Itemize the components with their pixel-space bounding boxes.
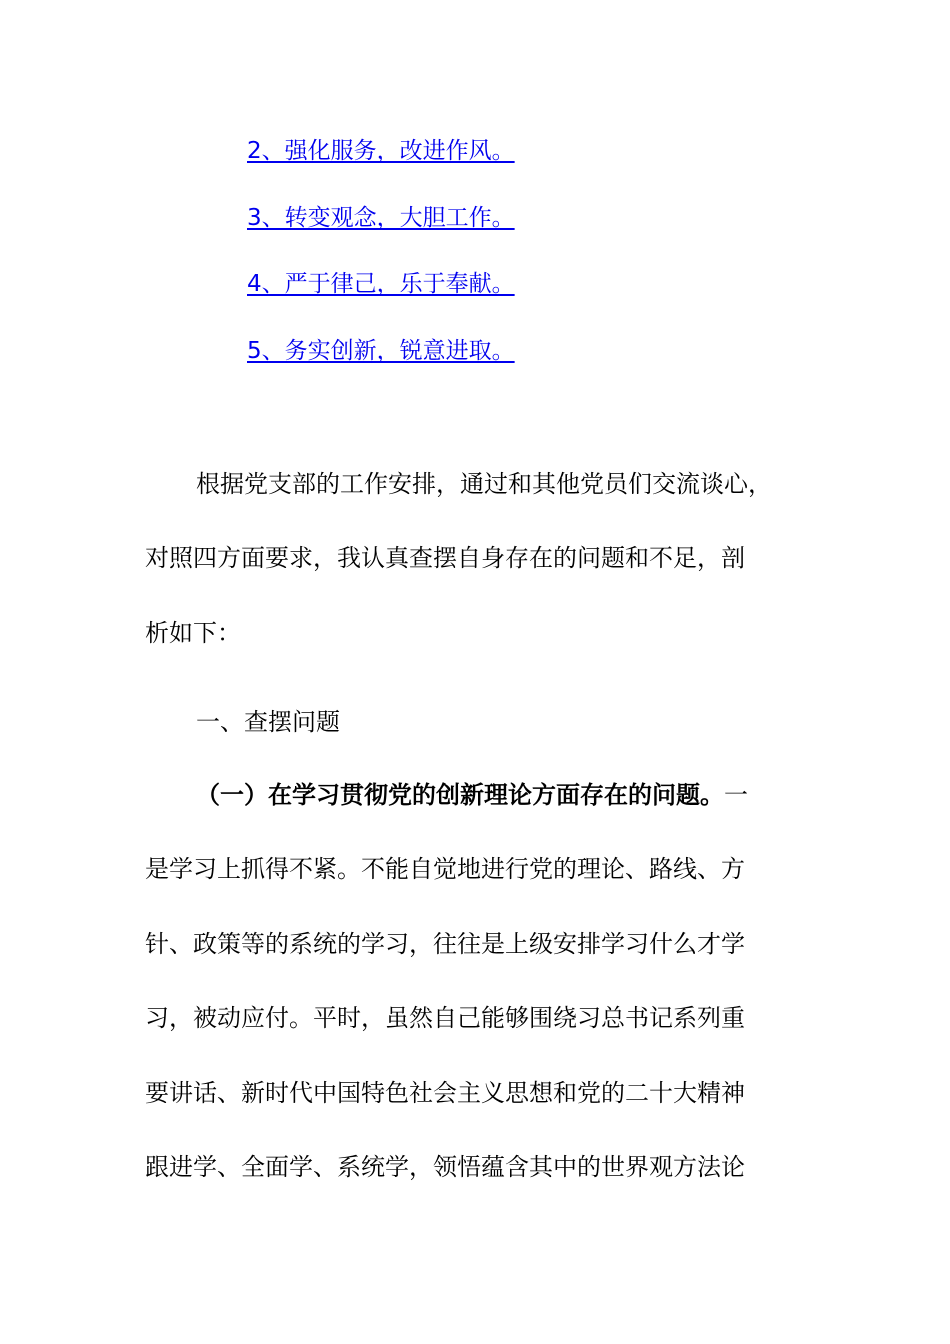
body-line-5: 跟进学、全面学、系统学，领悟蕴含其中的世界观方法论 — [145, 1153, 745, 1181]
subsection-title-tail: 一 — [724, 781, 748, 809]
toc-link-item-3[interactable]: 3、转变观念，大胆工作。 — [247, 205, 515, 231]
intro-line-3: 析如下： — [145, 619, 241, 647]
intro-line-2: 对照四方面要求，我认真查摆自身存在的问题和不足，剖 — [145, 544, 745, 572]
subsection-bold-title: （一）在学习贯彻党的创新理论方面存在的问题。 — [196, 781, 724, 809]
body-line-3: 习，被动应付。平时，虽然自己能够围绕习总书记系列重 — [145, 1004, 745, 1032]
toc-link-item-5[interactable]: 5、务实创新，锐意进取。 — [247, 338, 515, 364]
toc-link-item-2[interactable]: 2、强化服务，改进作风。 — [247, 138, 515, 164]
intro-line-1: 根据党支部的工作安排，通过和其他党员们交流谈心， — [196, 470, 772, 498]
toc-link-item-4[interactable]: 4、严于律己，乐于奉献。 — [247, 271, 515, 297]
section-heading: 一、查摆问题 — [196, 708, 340, 736]
body-line-4: 要讲话、新时代中国特色社会主义思想和党的二十大精神 — [145, 1079, 745, 1107]
body-line-1: 是学习上抓得不紧。不能自觉地进行党的理论、路线、方 — [145, 855, 745, 883]
body-line-2: 针、政策等的系统的学习，往往是上级安排学习什么才学 — [145, 930, 745, 958]
subsection-title-line — [196, 779, 748, 811]
